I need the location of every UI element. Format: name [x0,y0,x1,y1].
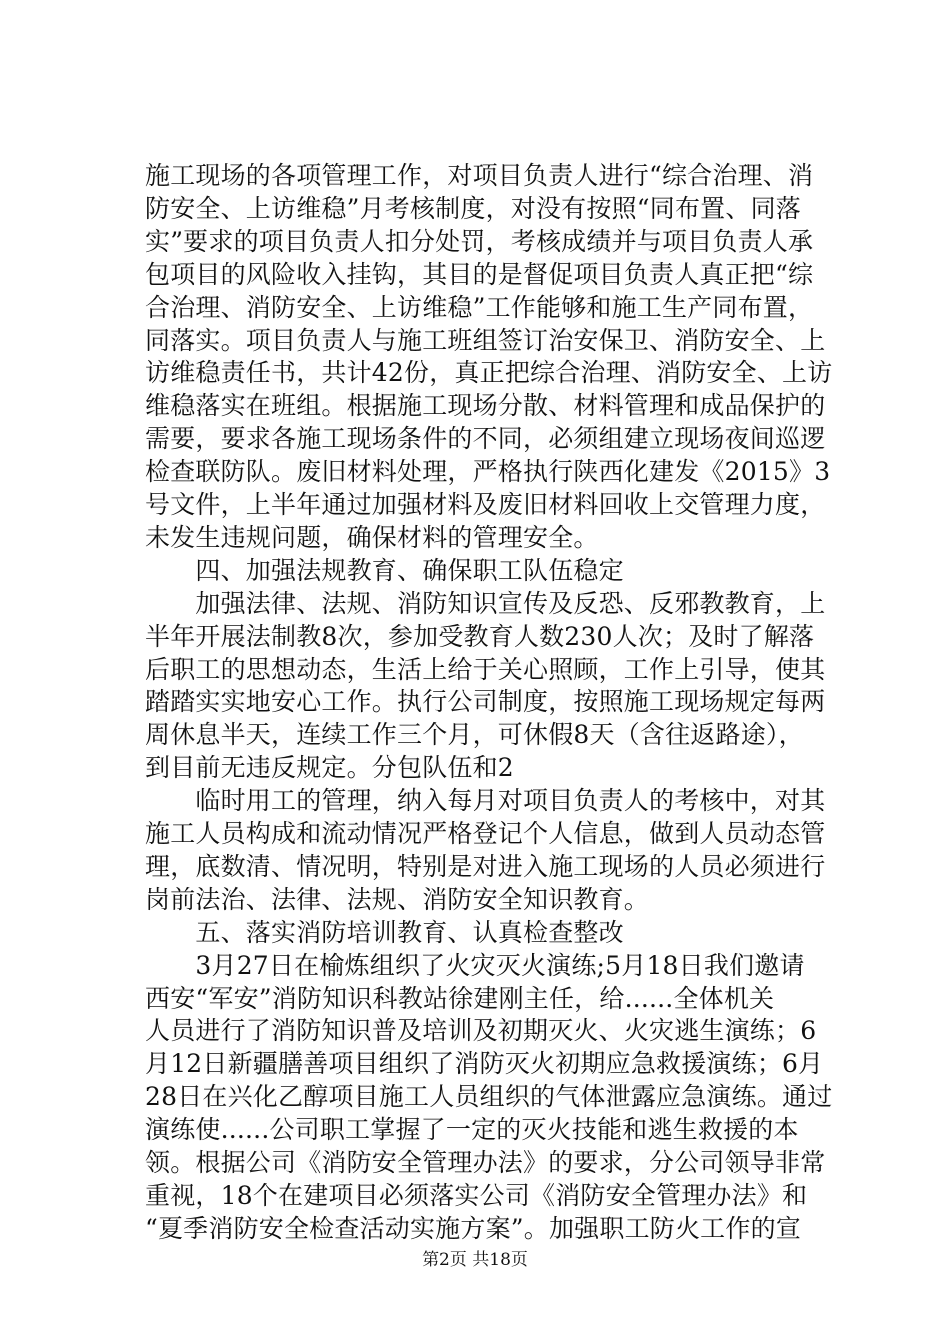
text-line: “夏季消防安全检查活动实施方案”。加强职工防火工作的宣 [145,1214,801,1243]
text-line: 包项目的风险收入挂钩，其目的是督促项目负责人真正把“综 [145,260,814,289]
text-line: 号文件，上半年通过加强材料及废旧材料回收上交管理力度， [145,490,826,519]
text-line: 施工现场的各项管理工作，对项目负责人进行“综合治理、消 [145,161,814,190]
text-line: 合治理、消防安全、上访维稳”工作能够和施工生产同布置， [145,293,814,322]
text-line: 后职工的思想动态，生活上给于关心照顾，工作上引导，使其 [145,655,826,684]
text-line: 西安“军安”消防知识科教站徐建刚主任，给......全体机关 [145,984,775,1013]
text-line: 同落实。项目负责人与施工班组签订治安保卫、消防安全、上 [145,326,826,355]
text-line: 检查联防队。废旧材料处理，严格执行陕西化建发《2015》3 [145,457,831,486]
text-line: 五、落实消防培训教育、认真检查整改 [145,918,624,947]
text-line: 岗前法治、法律、法规、消防安全知识教育。 [145,885,650,914]
text-line: 施工人员构成和流动情况严格登记个人信息，做到人员动态管 [145,819,826,848]
page-footer: 第2页 共18页 [422,1250,528,1270]
text-line: 临时用工的管理，纳入每月对项目负责人的考核中，对其 [145,786,826,815]
text-line: 实”要求的项目负责人扣分处罚，考核成绩并与项目负责人承 [145,227,814,256]
text-line: 人员进行了消防知识普及培训及初期灭火、火灾逃生演练；6 [145,1016,817,1045]
text-line: 半年开展法制教8次，参加受教育人数230人次；及时了解落 [145,622,815,651]
text-line: 演练使......公司职工掌握了一定的灭火技能和逃生救援的本 [145,1115,799,1144]
text-line: 防安全、上访维稳”月考核制度，对没有按照“同布置、同落 [145,194,801,223]
text-line: 理，底数清、情况明，特别是对进入施工现场的人员必须进行 [145,852,826,881]
text-line: 3月27日在榆炼组织了火灾灭火演练;5月18日我们邀请 [145,951,805,980]
text-line: 28日在兴化乙醇项目施工人员组织的气体泄露应急演练。通过 [145,1082,833,1111]
text-line: 访维稳责任书，共计42份，真正把综合治理、消防安全、上访 [145,358,833,387]
text-line: 月12日新疆膳善项目组织了消防灭火初期应急救援演练；6月 [145,1049,824,1078]
text-line: 四、加强法规教育、确保职工队伍稳定 [145,556,624,585]
text-line: 领。根据公司《消防安全管理办法》的要求，分公司领导非常 [145,1148,826,1177]
text-line: 未发生违规问题，确保材料的管理安全。 [145,523,599,552]
text-line: 需要，要求各施工现场条件的不同，必须组建立现场夜间巡逻 [145,424,826,453]
text-line: 周休息半天，连续工作三个月，可休假8天（含往返路途）， [145,720,804,749]
text-line: 维稳落实在班组。根据施工现场分散、材料管理和成品保护的 [145,391,826,420]
text-line: 到目前无违反规定。分包队伍和2 [145,753,514,782]
text-line: 踏踏实实地安心工作。执行公司制度，按照施工现场规定每两 [145,687,826,716]
text-line: 重视，18个在建项目必须落实公司《消防安全管理办法》和 [145,1181,808,1210]
text-line: 加强法律、法规、消防知识宣传及反恐、反邪教教育，上 [145,589,826,618]
